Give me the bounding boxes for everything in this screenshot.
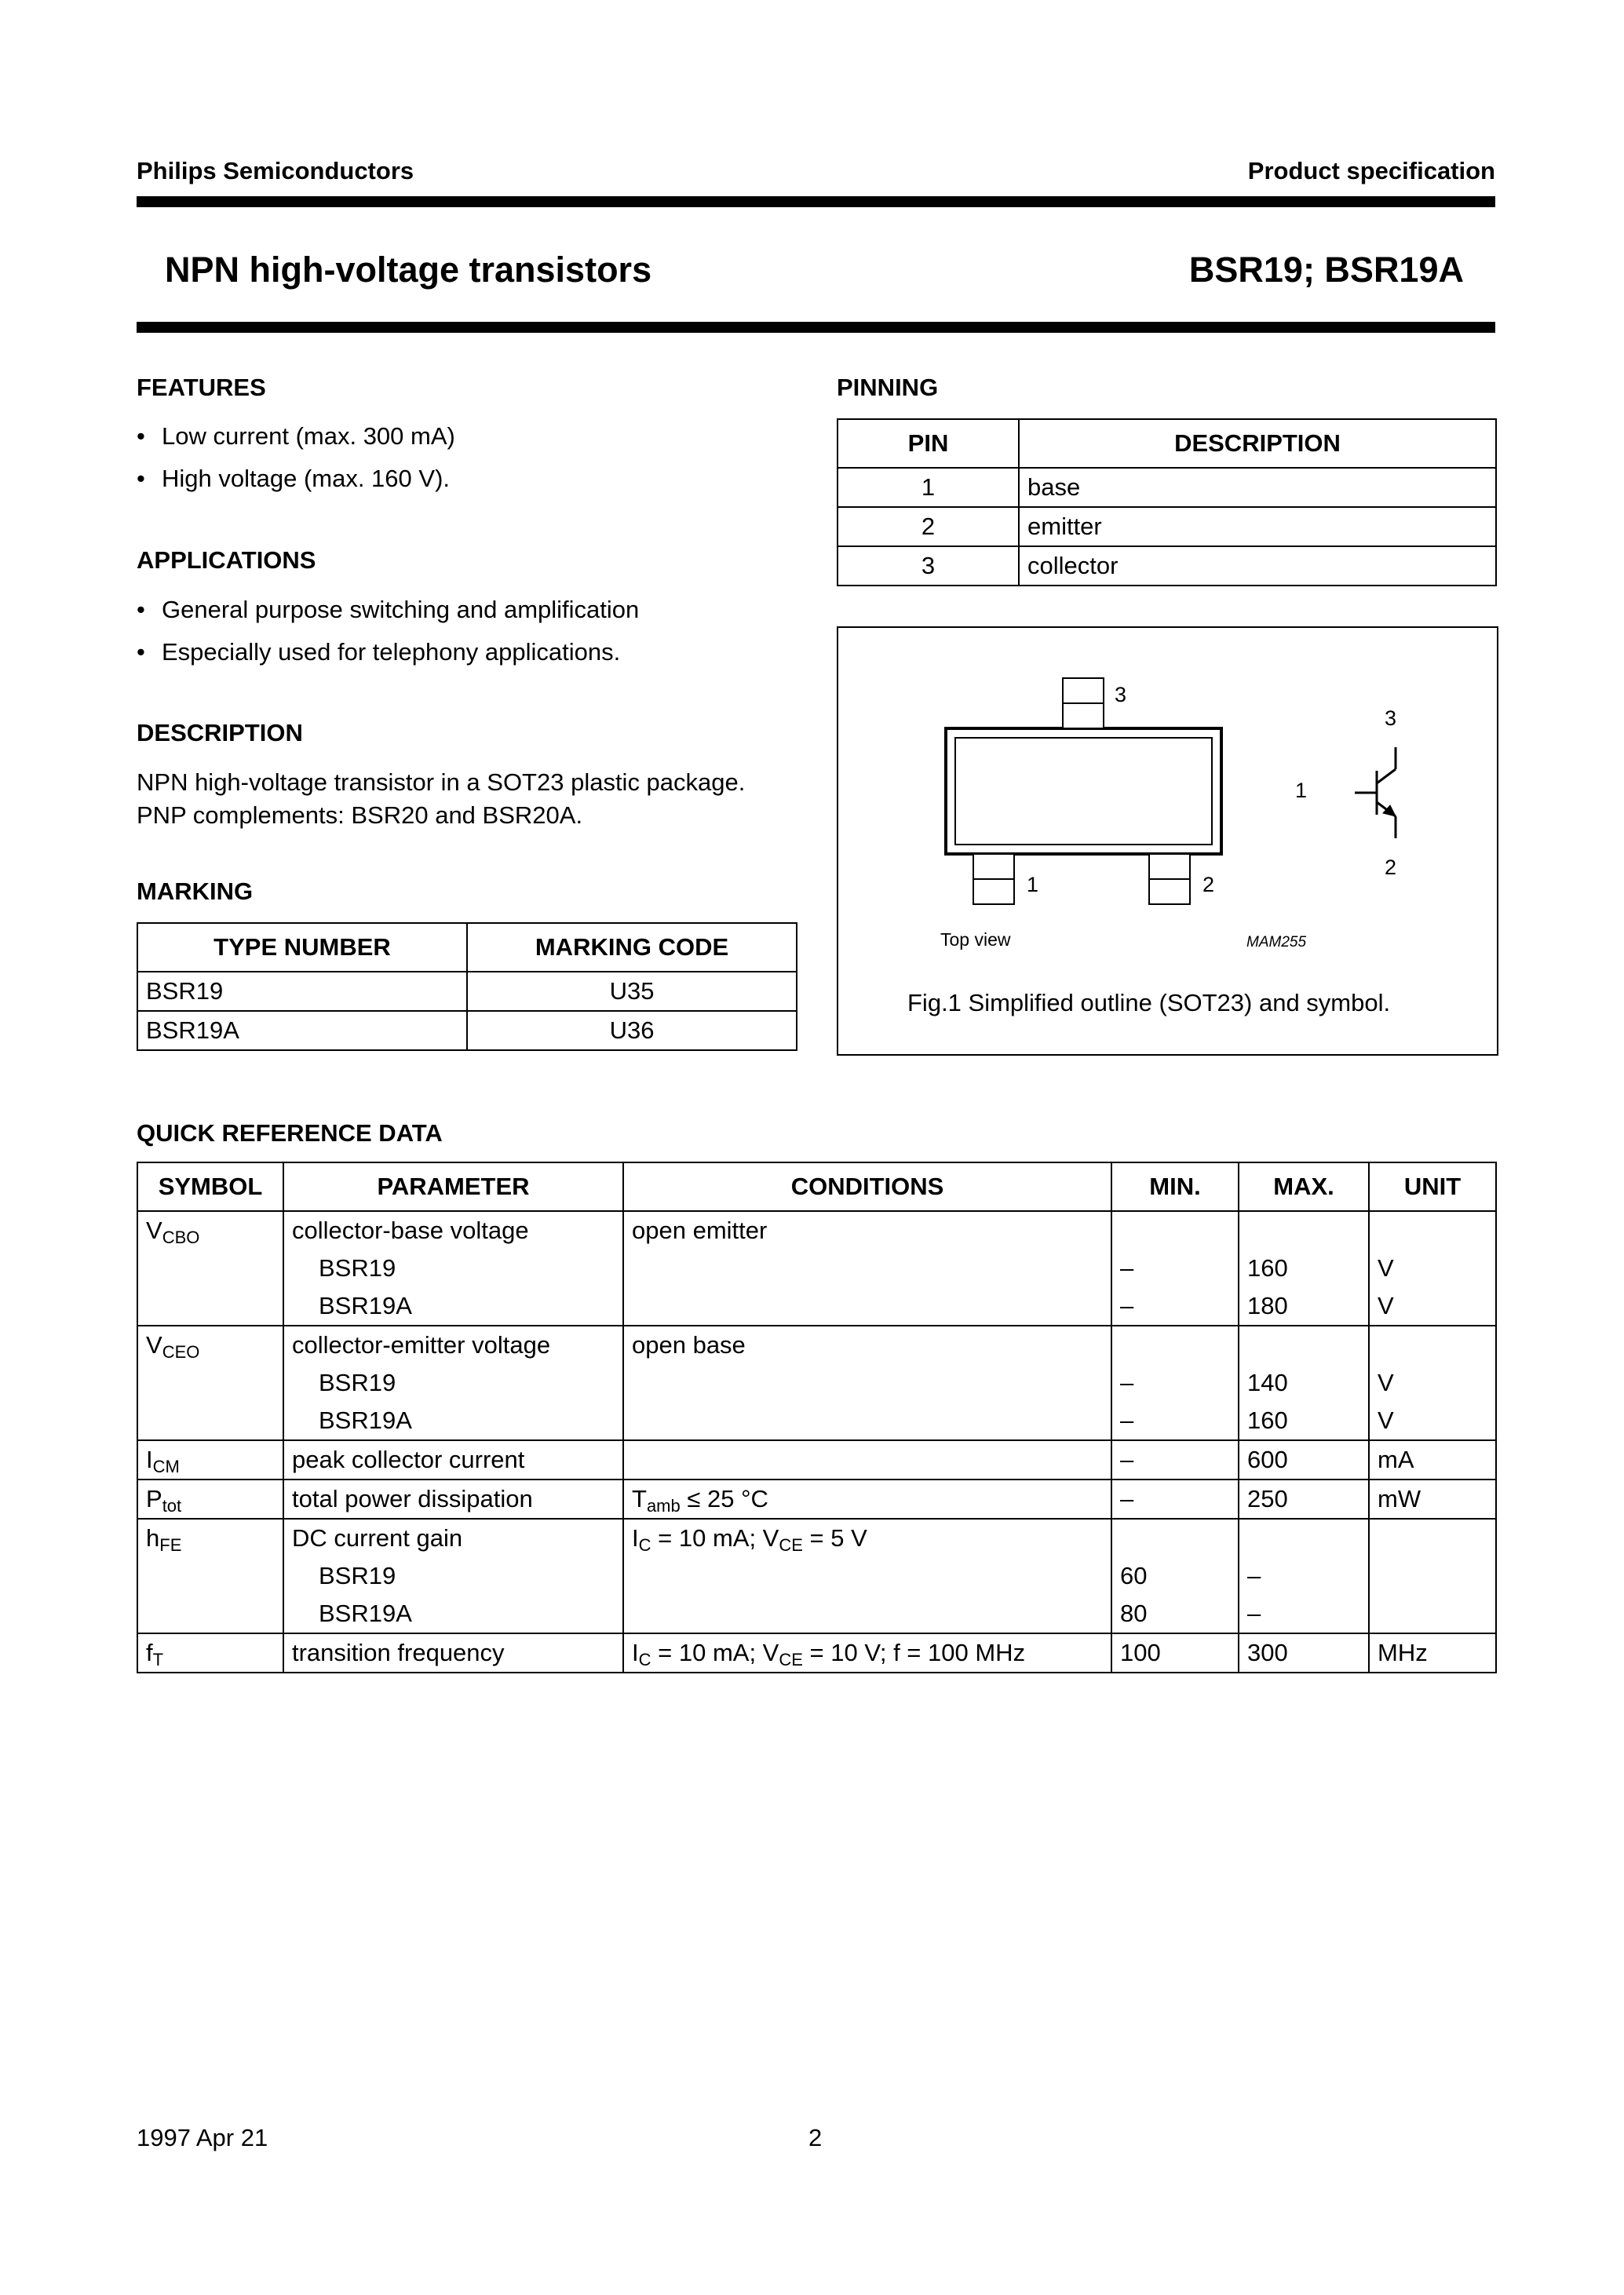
- figure-box: [837, 626, 1498, 1056]
- table-row: [137, 1633, 1496, 1673]
- unit-cell: mA: [1369, 1440, 1496, 1480]
- unit-cell: V: [1369, 1250, 1496, 1287]
- conditions-cell: open emitter: [623, 1211, 1111, 1250]
- unit-cell: MHz: [1369, 1633, 1496, 1673]
- marking-col-type: TYPE NUMBER: [137, 923, 467, 972]
- conditions-cell: $I_C = 10$ mA; $V_{CE} = 5$ V: [623, 1519, 1111, 1557]
- symbol-cell: $V_{CBO}$: [137, 1211, 283, 1250]
- table-row: [137, 1250, 1496, 1287]
- symbol-cell: $f_T$: [137, 1633, 283, 1673]
- max-cell: 180: [1239, 1287, 1369, 1326]
- conditions-cell: $T_{amb} \le 25$ °C: [623, 1480, 1111, 1519]
- table-row: [137, 1402, 1496, 1440]
- qrd-col-min: MIN.: [1111, 1162, 1239, 1211]
- footer-date: 1997 Apr 21: [137, 2124, 268, 2151]
- qrd-col-unit: UNIT: [1369, 1162, 1496, 1211]
- min-cell: –: [1111, 1250, 1239, 1287]
- min-cell: –: [1111, 1402, 1239, 1440]
- package-body-inner: [955, 738, 1212, 845]
- qrd-col-max: MAX.: [1239, 1162, 1369, 1211]
- table-row: [838, 546, 1496, 586]
- pin-description: emitter: [1019, 507, 1496, 546]
- max-cell: –: [1239, 1595, 1369, 1633]
- applications-heading: APPLICATIONS: [137, 546, 316, 574]
- npn-transistor-symbol: [1355, 747, 1396, 838]
- parameter-cell: transition frequency: [283, 1633, 623, 1673]
- min-cell: 60: [1111, 1557, 1239, 1595]
- table-row: [137, 1519, 1496, 1557]
- max-cell: 140: [1239, 1364, 1369, 1402]
- description-line-2: PNP complements: BSR20 and BSR20A.: [137, 801, 583, 829]
- feature-item: • Low current (max. 300 mA): [137, 420, 455, 462]
- pin-description: collector: [1019, 546, 1496, 586]
- pin-number: 1: [838, 468, 1019, 507]
- pinning-heading: PINNING: [837, 374, 939, 401]
- pin-description: base: [1019, 468, 1496, 507]
- unit-cell: V: [1369, 1402, 1496, 1440]
- variant-name: BSR19: [283, 1250, 623, 1287]
- symbol-cell: $h_{FE}$: [137, 1519, 283, 1557]
- marking-heading: MARKING: [137, 878, 254, 905]
- qrd-col-conditions: CONDITIONS: [623, 1162, 1111, 1211]
- parameter-cell: peak collector current: [283, 1440, 623, 1480]
- variant-name: BSR19A: [283, 1595, 623, 1633]
- header-rule-top: [137, 196, 1495, 207]
- max-cell: 250: [1239, 1480, 1369, 1519]
- unit-cell: mW: [1369, 1480, 1496, 1519]
- table-row: [137, 1440, 1496, 1480]
- table-row: [137, 1557, 1496, 1595]
- variant-name: BSR19A: [283, 1287, 623, 1326]
- symbol-pin-3-label: 3: [1385, 706, 1397, 730]
- max-cell: 160: [1239, 1250, 1369, 1287]
- parameter-cell: total power dissipation: [283, 1480, 623, 1519]
- package-body: [946, 728, 1221, 854]
- min-cell: 100: [1111, 1633, 1239, 1673]
- parameter-cell: collector-emitter voltage: [283, 1326, 623, 1364]
- table-row: [137, 1595, 1496, 1633]
- max-cell: 160: [1239, 1402, 1369, 1440]
- max-cell: 300: [1239, 1633, 1369, 1673]
- variant-name: BSR19: [283, 1364, 623, 1402]
- min-cell: –: [1111, 1364, 1239, 1402]
- qrd-col-symbol: SYMBOL: [137, 1162, 283, 1211]
- pin-number: 3: [838, 546, 1019, 586]
- unit-cell: V: [1369, 1364, 1496, 1402]
- outline-pin-1-label: 1: [1027, 873, 1039, 896]
- table-row: [838, 507, 1496, 546]
- table-row: [137, 1287, 1496, 1326]
- table-row: [838, 468, 1496, 507]
- max-cell: 600: [1239, 1440, 1369, 1480]
- min-cell: –: [1111, 1440, 1239, 1480]
- symbol-cell: $I_{CM}$: [137, 1440, 283, 1480]
- conditions-cell: open base: [623, 1326, 1111, 1364]
- header-rule-bottom: [137, 322, 1495, 333]
- pinning-table: [837, 418, 1497, 586]
- marking-code: U35: [467, 972, 797, 1011]
- quick-reference-table: [137, 1162, 1497, 1673]
- min-cell: 80: [1111, 1595, 1239, 1633]
- application-item: • General purpose switching and amplification: [137, 593, 639, 636]
- company-name: Philips Semiconductors: [137, 157, 414, 184]
- features-list: [137, 420, 455, 505]
- symbol-cell: $V_{CEO}$: [137, 1326, 283, 1364]
- top-view-label: Top view: [940, 929, 1011, 950]
- pinning-col-pin: PIN: [838, 419, 1019, 468]
- min-cell: –: [1111, 1287, 1239, 1326]
- marking-code: U36: [467, 1011, 797, 1050]
- description-heading: DESCRIPTION: [137, 719, 303, 746]
- marking-table: [137, 922, 797, 1051]
- marking-type: BSR19A: [137, 1011, 467, 1050]
- outline-pin-3-label: 3: [1115, 683, 1127, 706]
- symbol-cell: $P_{tot}$: [137, 1480, 283, 1519]
- variant-name: BSR19: [283, 1557, 623, 1595]
- features-heading: FEATURES: [137, 374, 266, 401]
- table-row: [137, 1011, 797, 1050]
- application-item: • Especially used for telephony applications.: [137, 636, 639, 678]
- pin-number: 2: [838, 507, 1019, 546]
- qrd-col-parameter: PARAMETER: [283, 1162, 623, 1211]
- part-numbers: BSR19; BSR19A: [1188, 250, 1464, 290]
- page-number: 2: [808, 2124, 823, 2151]
- outline-pin-2-label: 2: [1202, 873, 1215, 896]
- variant-name: BSR19A: [283, 1402, 623, 1440]
- table-row: [137, 972, 797, 1011]
- qrd-heading: QUICK REFERENCE DATA: [137, 1119, 443, 1147]
- pinning-col-desc: DESCRIPTION: [1019, 419, 1496, 468]
- marking-type: BSR19: [137, 972, 467, 1011]
- table-row: [137, 1364, 1496, 1402]
- symbol-pin-2-label: 2: [1385, 856, 1397, 879]
- applications-list: [137, 593, 639, 678]
- min-cell: –: [1111, 1480, 1239, 1519]
- figure-code: MAM255: [1246, 934, 1307, 950]
- table-row: [137, 1211, 1496, 1250]
- marking-col-code: MARKING CODE: [467, 923, 797, 972]
- page-title: NPN high-voltage transistors: [165, 250, 652, 290]
- feature-item: • High voltage (max. 160 V).: [137, 462, 455, 505]
- max-cell: –: [1239, 1557, 1369, 1595]
- unit-cell: V: [1369, 1287, 1496, 1326]
- figure-caption: Fig.1 Simplified outline (SOT23) and symbol.: [907, 989, 1391, 1016]
- table-row: [137, 1326, 1496, 1364]
- description-line-1: NPN high-voltage transistor in a SOT23 plastic package.: [137, 768, 746, 796]
- conditions-cell: $I_C = 10$ mA; $V_{CE} = 10$ V; f = 100 MHz: [623, 1633, 1111, 1673]
- table-row: [137, 1480, 1496, 1519]
- document-type: Product specification: [1247, 157, 1495, 184]
- symbol-pin-1-label: 1: [1295, 779, 1308, 802]
- parameter-cell: collector-base voltage: [283, 1211, 623, 1250]
- parameter-cell: DC current gain: [283, 1519, 623, 1557]
